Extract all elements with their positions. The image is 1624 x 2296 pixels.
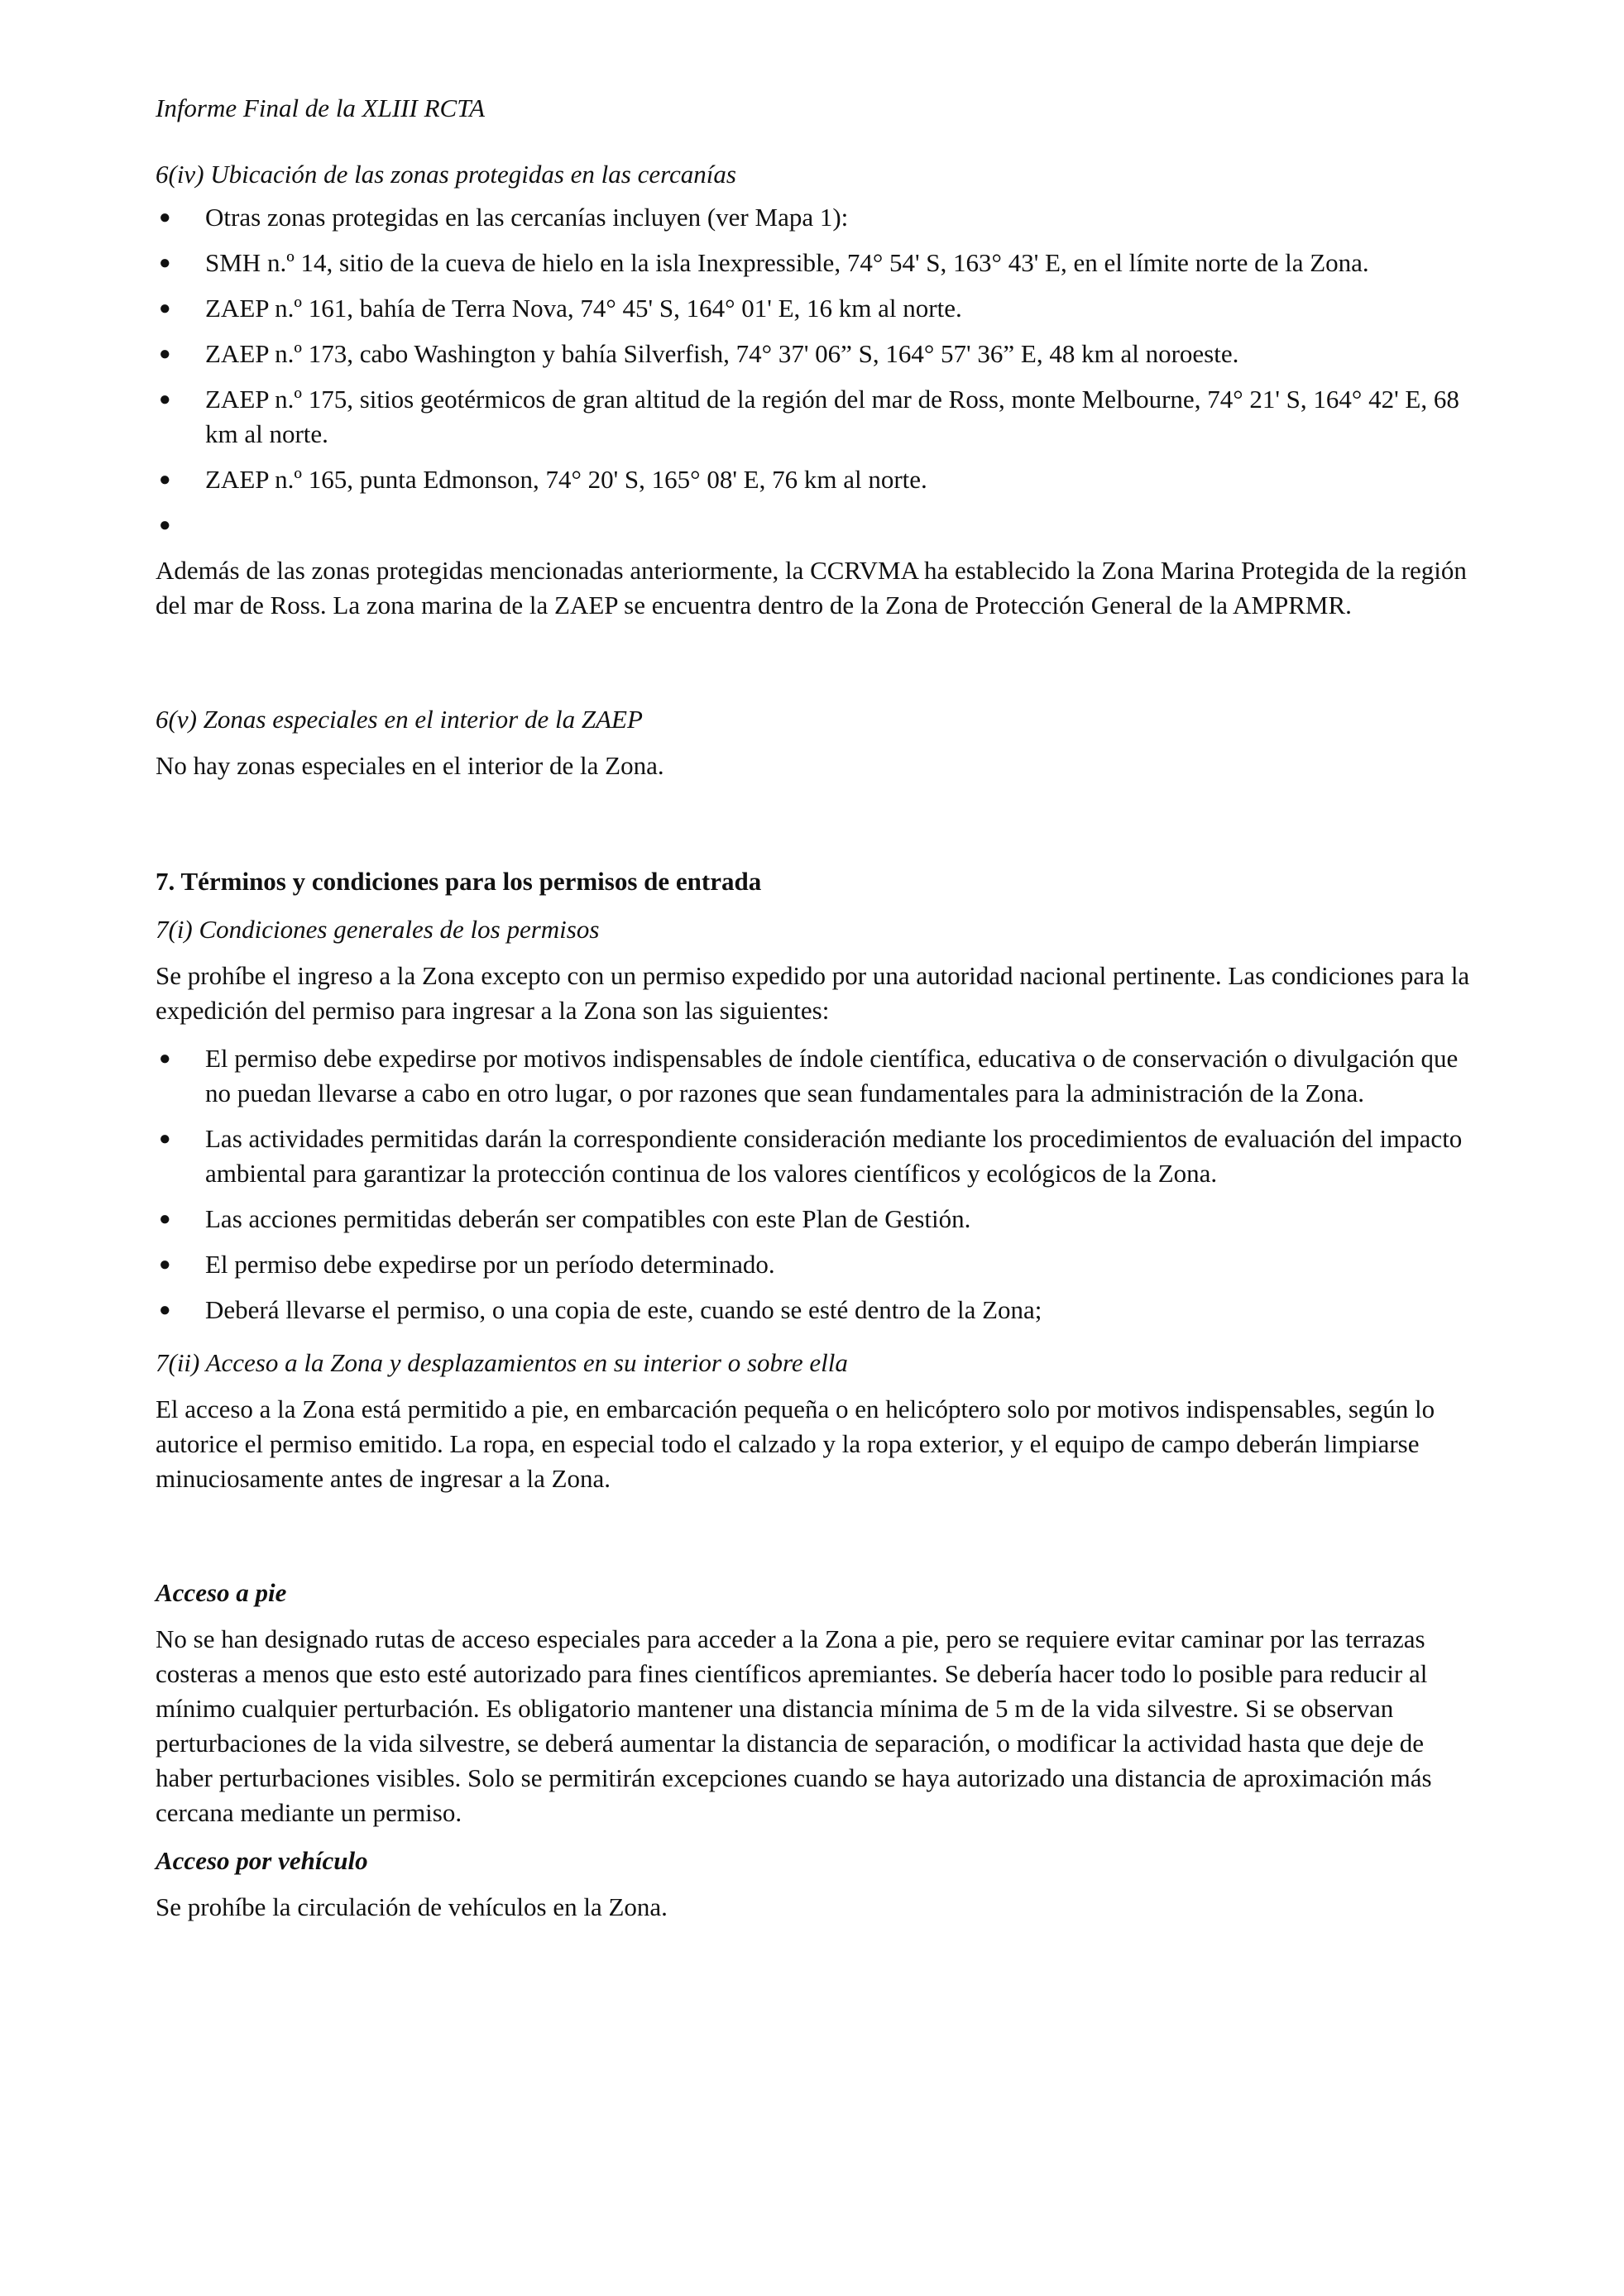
list-item xyxy=(156,246,1471,280)
list-item xyxy=(156,1122,1471,1191)
list-item-empty xyxy=(156,508,1471,543)
foot-access-heading: Acceso a pie xyxy=(156,1578,287,1607)
section-7-heading: 7. Términos y condiciones para los permisos de entrada xyxy=(156,867,762,896)
list-item xyxy=(156,462,1471,497)
list-item-text: El permiso debe expedirse por un período determinado. xyxy=(205,1250,775,1279)
bullet-icon: ● xyxy=(159,389,171,410)
bullet-icon: ● xyxy=(159,1128,171,1150)
list-item-text: ZAEP n.º 173, cabo Washington y bahía Silverfish, 74° 37' 06” S, 164° 57' 36” E, 48 km al noroeste. xyxy=(205,339,1239,368)
section-7i-heading: 7(i) Condiciones generales de los permisos xyxy=(156,915,600,944)
list-item-text: SMH n.º 14, sitio de la cueva de hielo en la isla Inexpressible, 74° 54' S, 163° 43' E, en el límite norte de la Zona. xyxy=(205,248,1369,277)
bullet-icon: ● xyxy=(159,1048,171,1069)
list-item xyxy=(156,1293,1471,1327)
list-item xyxy=(156,200,1471,235)
bullet-icon: ● xyxy=(159,343,171,365)
section-6iv-list xyxy=(156,200,1471,543)
list-item xyxy=(156,291,1471,326)
section-7i-list xyxy=(156,1041,1471,1327)
list-item xyxy=(156,1247,1471,1282)
list-item-text: El permiso debe expedirse por motivos indispensables de índole científica, educativa o de conservación o divulgación que no puedan llevarse a cabo en otro lugar, o por razones que sean fundamentales para la administración de la Zona. xyxy=(205,1044,1459,1107)
section-7i-intro: Se prohíbe el ingreso a la Zona excepto con un permiso expedido por una autoridad nacional pertinente. Las condiciones para la expedición del permiso para ingresar a la Zona son las siguientes: xyxy=(156,961,1470,1025)
list-item xyxy=(156,382,1471,452)
list-item xyxy=(156,337,1471,371)
bullet-icon: ● xyxy=(159,207,171,228)
bullet-icon: ● xyxy=(159,469,171,490)
vehicle-access-heading: Acceso por vehículo xyxy=(156,1846,368,1875)
section-6iv-paragraph: Además de las zonas protegidas mencionadas anteriormente, la CCRVMA ha establecido la Zona Marina Protegida de la región del mar de Ross. La zona marina de la ZAEP se encuentra dentro de la Zona de Protección General de la AMPRMR. xyxy=(156,556,1467,619)
list-item xyxy=(156,1041,1471,1111)
list-item-text: Otras zonas protegidas en las cercanías incluyen (ver Mapa 1): xyxy=(205,203,849,232)
list-item-text: ZAEP n.º 175, sitios geotérmicos de gran altitud de la región del mar de Ross, monte Melbourne, 74° 21' S, 164° 42' E, 68 km al norte. xyxy=(205,385,1459,448)
list-item-text: ZAEP n.º 161, bahía de Terra Nova, 74° 45' S, 164° 01' E, 16 km al norte. xyxy=(205,294,962,323)
section-6iv-heading: 6(iv) Ubicación de las zonas protegidas en las cercanías xyxy=(156,160,736,189)
list-item-text: ZAEP n.º 165, punta Edmonson, 74° 20' S, 165° 08' E, 76 km al norte. xyxy=(205,465,927,494)
bullet-icon: ● xyxy=(159,252,171,274)
list-item-text: Las acciones permitidas deberán ser compatibles con este Plan de Gestión. xyxy=(205,1204,971,1233)
page-content xyxy=(156,91,1471,1938)
list-item-text: Las actividades permitidas darán la correspondiente consideración mediante los procedimientos de evaluación del impacto ambiental para garantizar la protección continua de los valores científicos y ecológicos de la Zona. xyxy=(205,1124,1463,1188)
bullet-icon: ● xyxy=(159,1299,171,1321)
section-7ii-paragraph: El acceso a la Zona está permitido a pie, en embarcación pequeña o en helicóptero solo por motivos indispensables, según lo autorice el permiso emitido. La ropa, en especial todo el calzado y la ropa exterior, y el equipo de campo deberán limpiarse minuciosamente antes de ingresar a la Zona. xyxy=(156,1394,1435,1493)
vehicle-access-paragraph: Se prohíbe la circulación de vehículos en la Zona. xyxy=(156,1892,668,1921)
section-7ii-heading: 7(ii) Acceso a la Zona y desplazamientos en su interior o sobre ella xyxy=(156,1348,848,1377)
bullet-icon: ● xyxy=(159,1208,171,1230)
section-6v-paragraph: No hay zonas especiales en el interior de la Zona. xyxy=(156,751,664,780)
bullet-icon: ● xyxy=(159,514,171,536)
list-item-text: Deberá llevarse el permiso, o una copia de este, cuando se esté dentro de la Zona; xyxy=(205,1295,1042,1324)
bullet-icon: ● xyxy=(159,1254,171,1275)
foot-access-paragraph: No se han designado rutas de acceso especiales para acceder a la Zona a pie, pero se requiere evitar caminar por las terrazas costeras a menos que esto esté autorizado para fines científicos apremiantes. Se debería hacer todo lo posible para reducir al mínimo cualquier perturbación. Es obligatorio mantener una distancia mínima de 5 m de la vida silvestre. Si se observan perturbaciones de la vida silvestre, se deberá aumentar la distancia de separación, o modificar la actividad hasta que deje de haber perturbaciones visibles. Solo se permitirán excepciones cuando se haya autorizado una distancia de aproximación más cercana mediante un permiso. xyxy=(156,1624,1432,1827)
bullet-icon: ● xyxy=(159,298,171,319)
running-header: Informe Final de la XLIII RCTA xyxy=(156,93,486,122)
section-6v-heading: 6(v) Zonas especiales en el interior de la ZAEP xyxy=(156,705,643,734)
list-item xyxy=(156,1202,1471,1236)
